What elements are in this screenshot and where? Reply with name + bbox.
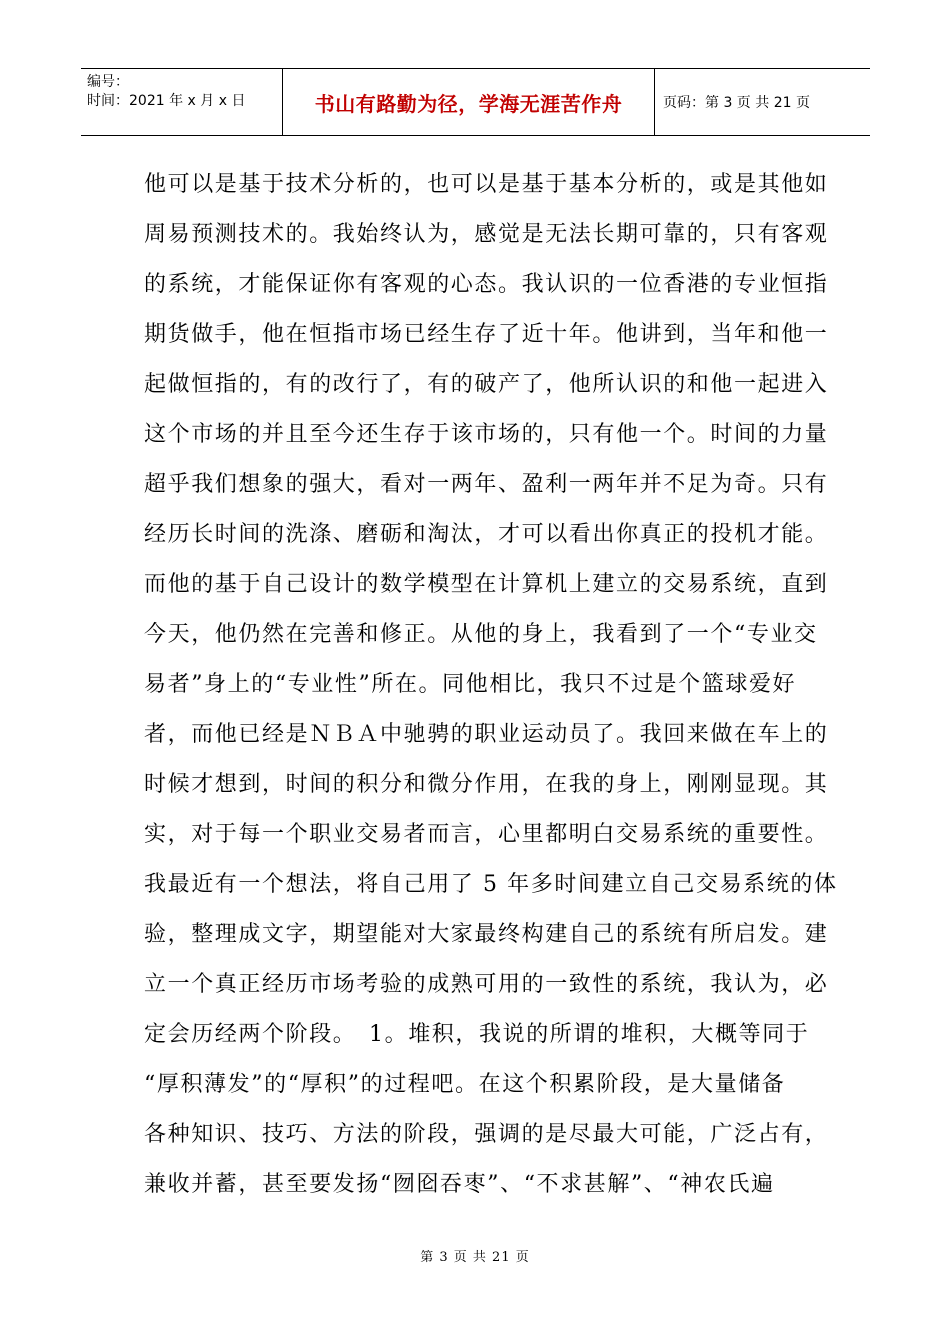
body-line: 今天，他仍然在完善和修正。从他的身上，我看到了一个“专业交 bbox=[144, 622, 818, 647]
body-line: 实，对于每一个职业交易者而言，心里都明白交易系统的重要性。 bbox=[144, 822, 829, 847]
page-footer bbox=[0, 1246, 950, 1265]
body-line: 兼收并蓄，甚至要发扬“囫囵吞枣”、“不求甚解”、“神农氏遍 bbox=[144, 1172, 775, 1197]
body-line: 立一个真正经历市场考验的成熟可用的一致性的系统，我认为，必 bbox=[144, 972, 829, 997]
body-line: 时候才想到，时间的积分和微分作用，在我的身上，刚刚显现。其 bbox=[144, 772, 829, 797]
header-motto-cell bbox=[283, 69, 655, 135]
body-line: 他可以是基于技术分析的，也可以是基于基本分析的，或是其他如 bbox=[144, 172, 829, 197]
header-page-code: 页码：第 3 页 共 21 页 bbox=[663, 95, 810, 111]
page-header bbox=[81, 68, 870, 136]
body-line: “厚积薄发”的“厚积”的过程吧。在这个积累阶段，是大量储备 bbox=[144, 1072, 786, 1097]
header-page-cell bbox=[655, 69, 870, 135]
footer-page-number: 第 3 页 共 21 页 bbox=[420, 1250, 530, 1265]
document-body bbox=[144, 160, 838, 1210]
body-line: 的系统，才能保证你有客观的心态。我认识的一位香港的专业恒指 bbox=[144, 272, 829, 297]
body-line: 各种知识、技巧、方法的阶段，强调的是尽最大可能，广泛占有， bbox=[144, 1122, 829, 1147]
body-line: 验，整理成文字，期望能对大家最终构建自己的系统有所启发。建 bbox=[144, 922, 829, 947]
body-line: 周易预测技术的。我始终认为，感觉是无法长期可靠的，只有客观 bbox=[144, 222, 829, 247]
document-number-label: 编号： bbox=[87, 74, 129, 90]
body-line: 这个市场的并且至今还生存于该市场的，只有他一个。时间的力量 bbox=[144, 422, 829, 447]
body-line: 而他的基于自己设计的数学模型在计算机上建立的交易系统，直到 bbox=[144, 572, 829, 597]
header-motto: 书山有路勤为径，学海无涯苦作舟 bbox=[314, 91, 623, 116]
body-line: 我最近有一个想法，将自己用了 5 年多时间建立自己交易系统的体 bbox=[144, 872, 838, 897]
body-line: 定会历经两个阶段。 1。堆积，我说的所谓的堆积，大概等同于 bbox=[144, 1022, 810, 1047]
header-meta-cell bbox=[81, 69, 283, 135]
body-line: 者，而他已经是ＮＢＡ中驰骋的职业运动员了。我回来做在车上的 bbox=[144, 722, 829, 747]
body-line: 经历长时间的洗涤、磨砺和淘汰，才可以看出你真正的投机才能。 bbox=[144, 522, 829, 547]
body-line: 易者”身上的“专业性”所在。同他相比，我只不过是个篮球爱好 bbox=[144, 672, 797, 697]
document-time-label: 时间：2021 年 x 月 x 日 bbox=[87, 93, 246, 109]
body-line: 超乎我们想象的强大，看对一两年、盈利一两年并不足为奇。只有 bbox=[144, 472, 829, 497]
body-line: 期货做手，他在恒指市场已经生存了近十年。他讲到，当年和他一 bbox=[144, 322, 829, 347]
body-line: 起做恒指的，有的改行了，有的破产了，他所认识的和他一起进入 bbox=[144, 372, 829, 397]
